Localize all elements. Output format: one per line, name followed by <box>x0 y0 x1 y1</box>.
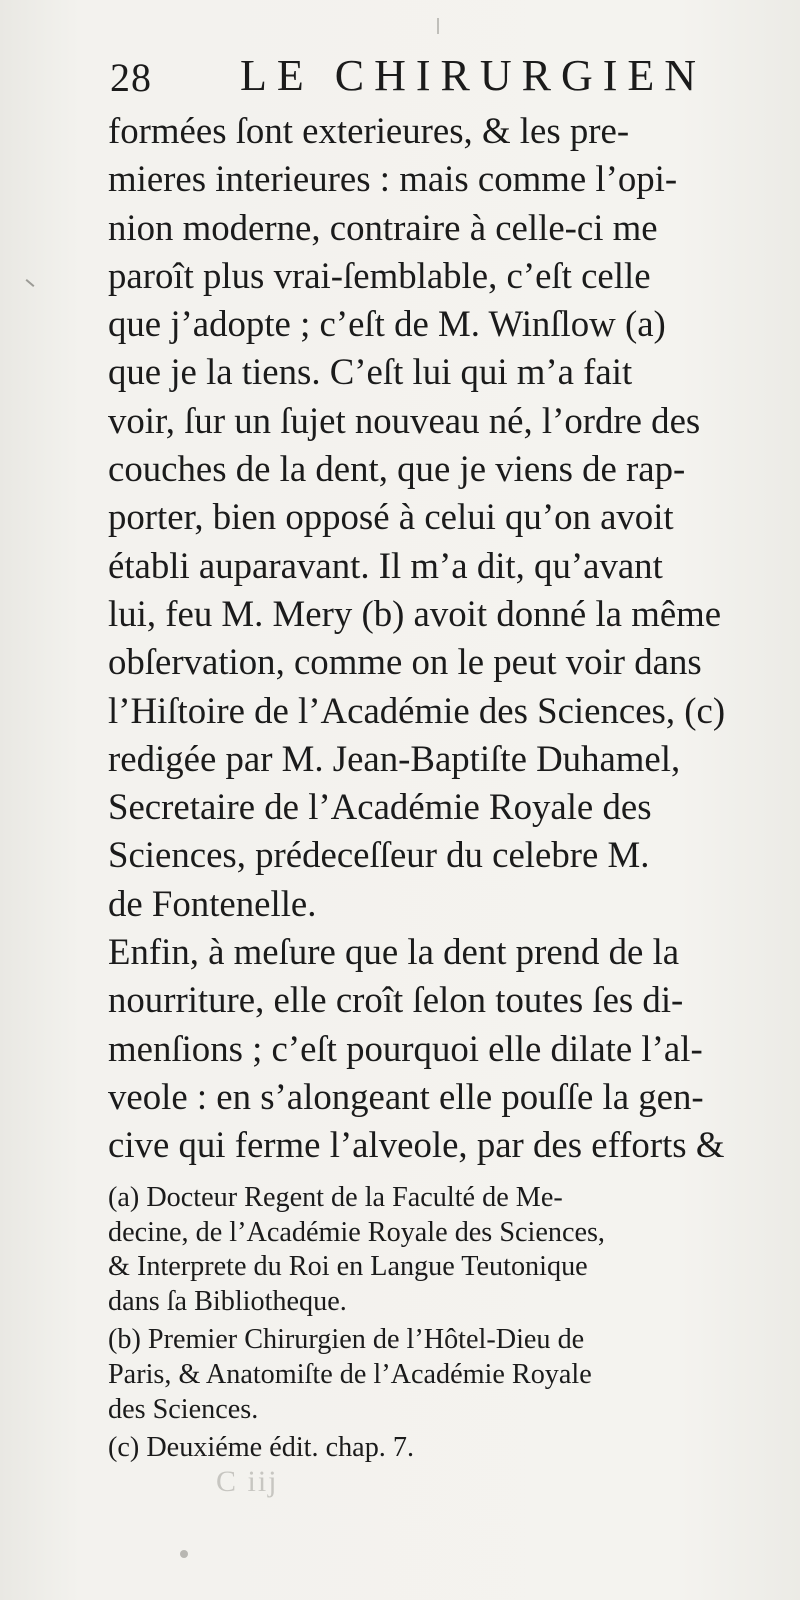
footnote-line: (a) Docteur Regent de la Faculté de Me- <box>108 1182 563 1213</box>
footnote-line: (b) Premier Chirurgien de l’Hôtel-Dieu de <box>108 1324 585 1356</box>
footnote-line: (c) Deuxiéme édit. chap. 7. <box>108 1432 415 1464</box>
text-line: l’Hiſtoire de l’Académie des Sciences, (c) <box>108 689 726 731</box>
footnote-line: & Interprete du Roi en Langue Teutonique <box>108 1251 588 1283</box>
text-line: obſervation, comme on le peut voir dans <box>108 641 702 683</box>
text-line: cive qui ferme l’alveole, par des efforts & <box>108 1124 725 1166</box>
text-line: nourriture, elle croît ſelon toutes ſes di- <box>108 979 684 1021</box>
text-line: établi auparavant. Il m’a dit, qu’avant <box>108 544 663 586</box>
footnote-line: dans ſa Bibliotheque. <box>108 1285 347 1317</box>
text-line: Sciences, prédeceſſeur du celebre M. <box>108 834 650 876</box>
page-number: 28 <box>110 55 152 100</box>
text-line: que je la tiens. C’eſt lui qui m’a fait <box>108 351 633 393</box>
ink-dot <box>180 1550 188 1558</box>
text-line: paroît plus vrai-ſemblable, c’eſt celle <box>108 254 651 296</box>
footnote-a <box>108 1181 768 1319</box>
footnote-line: des Sciences. <box>108 1393 259 1425</box>
footnote-b <box>108 1323 768 1427</box>
footnote-line: decine, de l’Académie Royale des Sciences, <box>108 1216 605 1248</box>
text-line: veole : en s’alongeant elle pouſſe la gen- <box>108 1075 704 1117</box>
footnote-line: Paris, & Anatomiſte de l’Académie Royale <box>108 1358 592 1390</box>
text-line: redigée par M. Jean-Baptiſte Duhamel, <box>108 737 681 779</box>
text-line: mieres interieures : mais comme l’opi- <box>108 158 678 200</box>
text-line: Secretaire de l’Académie Royale des <box>108 786 652 828</box>
signature-mark: C iij <box>216 1465 279 1498</box>
text-line: que j’adopte ; c’eſt de M. Winſlow (a) <box>108 303 666 345</box>
running-head: LE CHIRURGIEN <box>240 51 707 100</box>
text-line: menſions ; c’eſt pourquoi elle dilate l’al- <box>108 1027 703 1069</box>
body-text <box>108 107 768 1170</box>
text-line: lui, feu M. Mery (b) avoit donné la même <box>108 592 722 634</box>
text-line: couches de la dent, que je viens de rap- <box>108 448 686 490</box>
text-line: Enfin, à meſure que la dent prend de la <box>108 931 680 973</box>
page-blemish <box>437 18 439 34</box>
text-line: nion moderne, contraire à celle-ci me <box>108 206 658 248</box>
text-line: formées ſont exterieures, & les pre- <box>108 110 630 151</box>
text-line: voir, ſur un ſujet nouveau né, l’ordre des <box>108 399 701 441</box>
page-header <box>110 44 770 104</box>
footnotes <box>108 1181 768 1466</box>
footnote-c <box>108 1431 768 1466</box>
margin-mark <box>26 279 35 287</box>
text-line: porter, bien opposé à celui qu’on avoit <box>108 496 674 538</box>
text-line: de Fontenelle. <box>108 882 317 924</box>
